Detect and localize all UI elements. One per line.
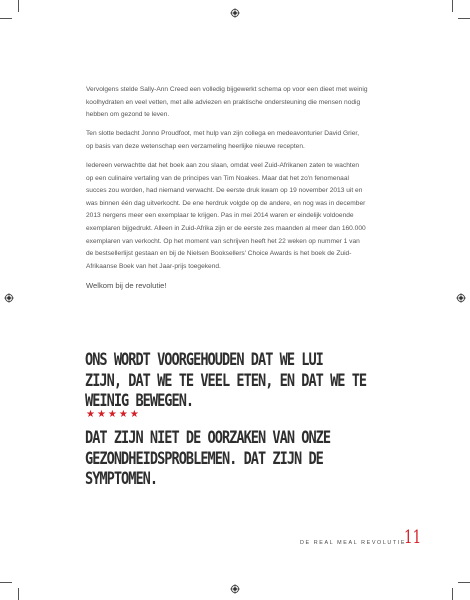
registration-mark-icon xyxy=(230,584,240,594)
registration-mark-icon xyxy=(456,293,466,303)
crop-mark-icon xyxy=(18,0,19,12)
crop-mark-icon xyxy=(458,18,470,19)
headline-line: WEINIG BEWEGEN. xyxy=(85,391,194,410)
paragraph: Ten slotte bedacht Jonno Proudfoot, met hulp van zijn collega en medeavonturier David Grier, op basis van deze wetenschap een verzameling heerlijke nieuwe recepten. xyxy=(86,130,360,150)
registration-mark-icon xyxy=(4,293,14,303)
crop-mark-icon xyxy=(0,18,12,19)
crop-mark-icon xyxy=(452,588,453,600)
paragraph: Vervolgens stelde Sally-Ann Creed een volledig bijgewerkt schema op voor een dieet met weinig koolhydraten en veel vetten, met alle adviezen en praktische ondersteuning die mensen nodig hebben om gezond te leven. xyxy=(86,86,368,119)
registration-mark-icon xyxy=(230,8,240,18)
headline-line: GEZONDHEIDSPROBLEMEN. DAT ZIJN DE xyxy=(85,448,323,468)
crop-mark-icon xyxy=(0,582,12,583)
headline-line: ZIJN, DAT WE TE VEEL ETEN, EN DAT WE TE xyxy=(85,370,367,390)
headline-line: DAT ZIJN NIET DE OORZAKEN VAN ONZE xyxy=(85,428,331,447)
star-icon: ★★★★★ xyxy=(86,409,141,420)
crop-mark-icon xyxy=(18,588,19,600)
headline-line: SYMPTOMEN. xyxy=(85,469,158,488)
crop-mark-icon xyxy=(458,582,470,583)
welcome-line: Welkom bij de revolutie! xyxy=(86,280,167,290)
paragraph: Iedereen verwachtte dat het boek aan zou slaan, omdat veel Zuid-Afrikanen zaten te wachten op een culinaire vertaling van de principes van Tim Noakes. Maar dat het zo'n fenomenaal succes zou worden, had niemand verwacht. De eerste druk kwam op 19 november 2013 uit en was binnen één dag uitverkocht. De ene herdruk volgde op de andere, en nog was in december 2013 nergens meer een exemplaar te krijgen. Pas in mei 2014 waren er eindelijk voldoende exemplaren bijgedrukt. Alleen in Zuid-Afrika zijn er de eerste zes maanden al meer dan 160.000 exemplaren van verkocht. Op het moment van schrijven heeft het 22 weken op nummer 1 van de bestsellerlijst gestaan en bij de Nielsen Booksellers' Choice Awards is het boek de Zuid-Afrikaanse Boek van het Jaar-prijs toegekend. xyxy=(86,161,366,270)
running-title: DE REAL MEAL REVOLUTIE xyxy=(300,540,407,546)
pull-quote-headline xyxy=(85,350,367,412)
crop-mark-icon xyxy=(452,0,453,12)
headline-line: ONS WORDT VOORGEHOUDEN DAT WE LUI xyxy=(85,350,323,369)
pull-quote-headline xyxy=(85,428,339,490)
body-text xyxy=(86,84,368,298)
page-number: 11 xyxy=(404,527,422,548)
